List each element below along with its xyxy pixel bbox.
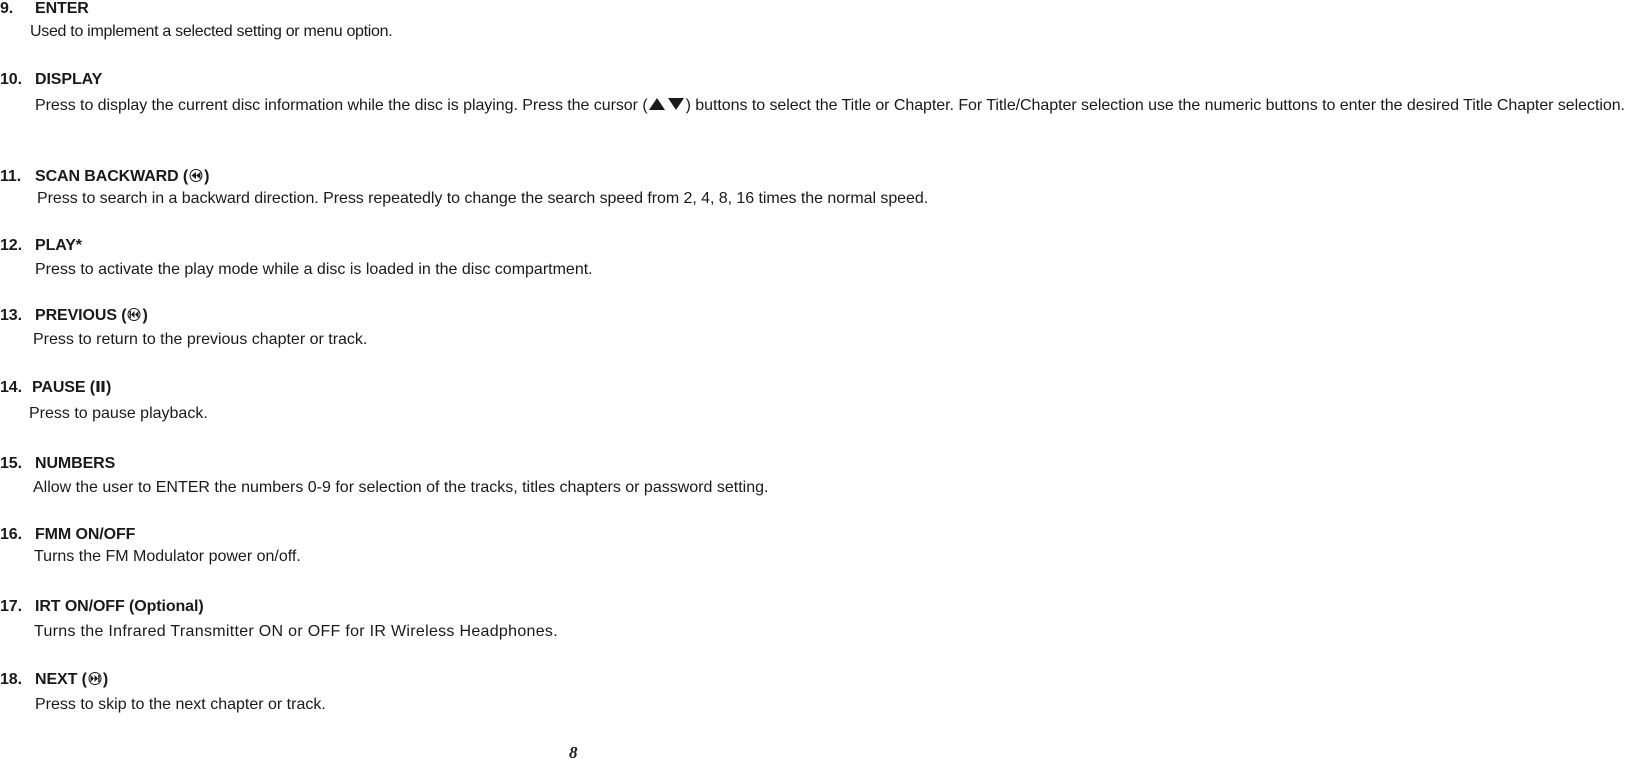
item-number: 16. [0,526,22,543]
item-title [0,237,82,255]
item-title-end: ) [204,168,210,185]
item-title-text: PAUSE ( [32,379,96,396]
item-title-text: NUMBERS [35,455,116,472]
item-number: 14. [0,379,22,396]
item-number: 9. [0,0,14,17]
item-description: Press to return to the previous chapter or track. [33,331,368,348]
item-title [0,598,204,616]
item-title-end: ) [142,307,148,324]
item-title [0,168,209,187]
previous-icon [126,308,142,326]
item-title [0,307,148,326]
item-description: Press to search in a backward direction. Press repeatedly to change the search speed from 2, 4, 8, 16 times the normal speed. [37,190,929,207]
item-title-text: PREVIOUS ( [35,307,127,324]
item-description: Used to implement a selected setting or menu option. [30,23,393,40]
item-title [0,671,108,690]
item-title-text: ENTER [35,0,89,17]
item-number: 17. [0,598,22,615]
cursor-up-down-icon [648,97,686,116]
item-number: 12. [0,237,22,254]
next-icon [87,672,103,690]
item-title-text: DISPLAY [35,71,103,88]
item-description: Turns the Infrared Transmitter ON or OFF for IR Wireless Headphones. [34,623,558,640]
item-title [0,526,135,544]
item-title-text: FMM ON/OFF [35,526,136,543]
item-title-end: ) [102,671,109,688]
item-title [0,71,102,89]
item-number: 10. [0,71,22,88]
pause-icon [95,380,106,398]
item-description: Press to activate the play mode while a disc is loaded in the disc compartment. [35,261,593,278]
page-number: 8 [569,743,578,762]
item-title [0,379,111,398]
item-number: 15. [0,455,22,472]
item-description-part1: Press to display the current disc information while the disc is playing. Press the cursor ( [35,97,648,114]
item-title-end: ) [106,379,112,396]
item-number: 13. [0,307,22,324]
item-title [0,455,115,473]
item-description: Allow the user to ENTER the numbers 0-9 for selection of the tracks, titles chapters or password setting. [33,479,769,496]
item-number: 18. [0,671,22,688]
item-title-text: IRT ON/OFF (Optional) [35,598,204,615]
item-description: Press to skip to the next chapter or track. [35,696,326,713]
item-title-text: PLAY* [35,237,82,254]
item-description-part2: ) buttons to select the Title or Chapter. For Title/Chapter selection use the numeric buttons to enter the desired Title Chapter selection. [685,97,1625,114]
item-description: Turns the FM Modulator power on/off. [34,548,301,565]
item-description [35,97,1625,116]
item-title [0,0,89,18]
item-title-text: SCAN BACKWARD ( [35,168,189,185]
scan-backward-icon [188,169,204,187]
item-number: 11. [0,168,22,185]
item-description: Press to pause playback. [29,405,208,422]
item-title-text: NEXT ( [35,671,87,688]
